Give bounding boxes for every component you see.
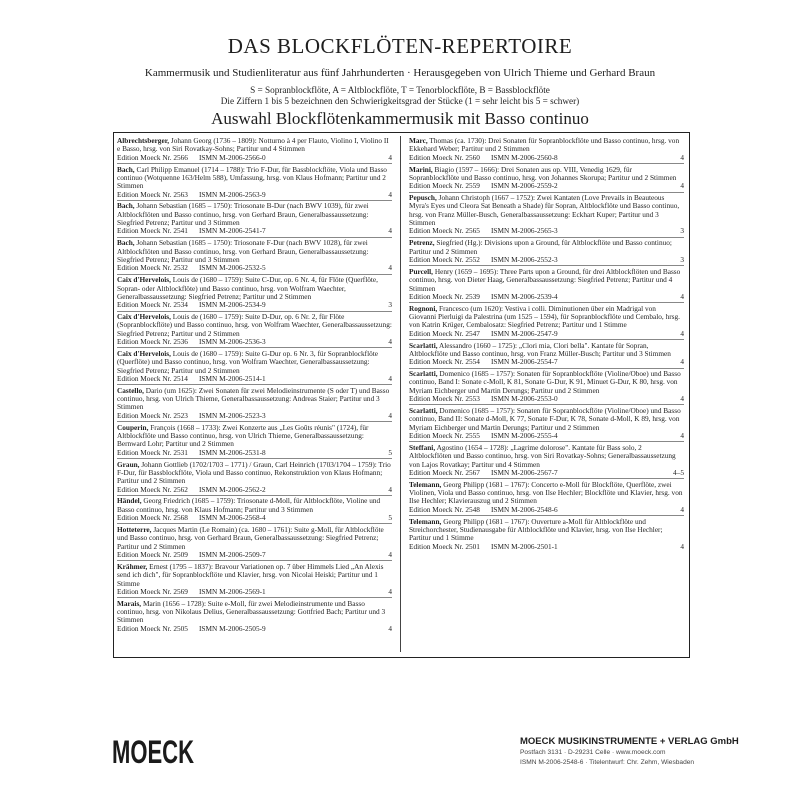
edition-number: Edition Moeck Nr. 2554 <box>409 357 480 367</box>
entry-description <box>409 481 684 506</box>
work-description: Siegfried (Hg.): Divisions upon a Ground, für Altblockflöte und Basso continuo; Partitur und 2 Stimmen <box>409 238 672 256</box>
work-description: Johann Sebastian (1685 – 1750): Triosonate F-Dur (nach BWV 1028), für zwei Altblockflöten und Basso continuo, hrsg. von Gerhard Braun, Generalbassaussetzung: Siegfried Petrenz; Partitur und 3 Stimmen <box>117 238 369 264</box>
publisher-address: Postfach 3131 · D-29231 Celle · www.moeck.com <box>520 749 666 756</box>
composer-name: Scarlatti, <box>409 405 438 415</box>
work-description: Ernest (1795 – 1837): Bravour Variationen op. 7 über Himmels Lied „An Alexis send ich dich", für Sopranblockflöte und Klavier, hrsg. von Nicolai Heiski; Partitur und 1 Stimme <box>117 561 384 588</box>
ismn-number: ISMN M-2006-2566-0 <box>199 152 266 162</box>
entry-description <box>117 600 392 625</box>
difficulty-grade: 3 <box>680 226 684 236</box>
entry-description <box>409 407 684 432</box>
entry-meta <box>117 375 392 383</box>
entry-description <box>409 166 684 183</box>
publisher-imprint: ISMN M-2006-2548-6 · Titelentwurf: Chr. Zehm, Wiesbaden <box>520 759 695 766</box>
work-description: Domenico (1685 – 1757): Sonaten für Sopranblockflöte (Violine/Oboe) und Basso continuo, Band II: Sonate d-Moll, K 77, Sonate F-Dur, K 78, Sonate d-Moll, K 89, hrsg. von Myriam Eichberger und Martin Derungs; Partitur und 2 Stimmen <box>409 405 681 432</box>
edition-number: Edition Moeck Nr. 2565 <box>409 226 480 236</box>
entry-meta <box>117 338 392 346</box>
composer-name: Castello, <box>117 385 144 395</box>
catalog-entry <box>409 342 684 369</box>
difficulty-grade: 4 <box>388 410 392 420</box>
difficulty-grade: 4 <box>680 431 684 440</box>
entry-meta <box>409 330 684 338</box>
composer-name: Händel, <box>117 496 142 506</box>
composer-name: Bach, <box>117 164 135 174</box>
entry-meta <box>409 358 684 366</box>
difficulty-grade: 4 <box>388 484 392 494</box>
composer-name: Caix d'Hervelois, <box>117 312 171 322</box>
catalog-entry <box>117 166 392 201</box>
entry-description <box>409 137 684 154</box>
catalog-entry <box>409 481 684 516</box>
work-description: Georg Philipp (1681 – 1767): Ouverture a-Moll für Altblockflöte und Streichorchester, Studienausgabe für Altblockflöte und Klavier, hrsg. von Ilse Hechler; Partitur und 1 Stimme <box>409 516 663 543</box>
composer-name: Bach, <box>117 238 135 248</box>
entry-meta <box>409 506 684 514</box>
work-description: Johann Georg (1736 – 1809): Notturno à 4 per Flauto, Violino I, Violino II e Basso, hrsg. von Siri Rovatkay-Sohns; Partitur und 4 Stimmen <box>117 136 389 154</box>
edition-number: Edition Moeck Nr. 2566 <box>117 152 188 162</box>
ismn-number: ISMN M-2006-2534-9 <box>199 300 266 310</box>
ismn-number: ISMN M-2006-2514-1 <box>199 373 266 383</box>
ismn-number: ISMN M-2006-2536-3 <box>199 337 266 347</box>
work-description: Alessandro (1660 – 1725): „Clori mia, Clori bella". Kantate für Sopran, Altblockflöte und Basso continuo, hrsg. von Franz Müller-Busch; Partitur und 3 Stimmen <box>409 340 671 358</box>
work-description: Johann Christoph (1667 – 1752): Zwei Kantaten (Love Prevails in Beauteous Myra's Eyes und Cleora Sat Beneath a Shade) für Sopran, Altblockflöte und Basso continuo, hrsg. von Franz Müller-Busch, Generalbassaussetzung: Eckhart Kuper; Partitur und 3 Stimmen <box>409 193 680 228</box>
entry-meta <box>117 514 392 522</box>
entry-description <box>409 342 684 359</box>
work-description: Dario (um 1625): Zwei Sonaten für zwei Melodieinstrumente (S oder T) und Basso continuo, hrsg. von Ulrich Thieme, Generalbassaussetzung: Andreas Staier; Partitur und 3 Stimmen <box>117 385 390 412</box>
entry-meta <box>117 154 392 162</box>
composer-name: Steffani, <box>409 442 436 452</box>
entry-description <box>117 276 392 301</box>
difficulty-grade: 4 <box>680 541 684 551</box>
composer-name: Hotteterre, <box>117 524 152 534</box>
difficulty-grade: 3 <box>680 254 684 264</box>
work-description: Biagio (1597 – 1666): Drei Sonaten aus op. VIII, Venedig 1629, für Sopranblockflöte und Basso continuo, hrsg. von Johannes Skorupa; Partitur und 2 Stimmen <box>409 164 677 182</box>
edition-number: Edition Moeck Nr. 2541 <box>117 226 188 236</box>
composer-name: Graun, <box>117 459 140 469</box>
work-description: Johann Gottlieb (1702/1703 – 1771) / Graun, Carl Heinrich (1703/1704 – 1759): Trio F-Dur, für Bassblockflöte, Viola und Basso continuo, Rekonstruktion von Klaus Hofmann; Partitur und 2 Stimmen <box>117 459 391 486</box>
composer-name: Scarlatti, <box>409 340 438 350</box>
catalog-entry <box>117 497 392 524</box>
page-subtitle: Kammermusik und Studienliteratur aus fünf Jahrhunderten · Herausgegeben von Ulrich Thieme und Gerhard Braun <box>144 67 656 79</box>
edition-number: Edition Moeck Nr. 2514 <box>117 373 188 383</box>
entry-meta <box>409 293 684 301</box>
catalog-column-right <box>409 137 684 551</box>
composer-name: Telemann, <box>409 479 442 489</box>
difficulty-grade: 4 <box>388 226 392 236</box>
work-description: Marin (1656 – 1728): Suite e-Moll, für zwei Melodieinstrumente und Basso continuo, hrsg. von Nikolaus Delius, Generalbassaussetzung: Gottfried Bach; Partitur und 3 Stimmen <box>117 598 386 625</box>
entry-meta <box>409 227 684 235</box>
difficulty-grade: 4 <box>388 549 392 559</box>
entry-description <box>117 526 392 551</box>
difficulty-grade: 3 <box>388 300 392 310</box>
entry-description <box>117 461 392 486</box>
ismn-number: ISMN M-2006-2567-7 <box>491 467 558 477</box>
catalog-entry <box>409 239 684 266</box>
page-title: DAS BLOCKFLÖTEN-REPERTOIRE <box>227 34 573 58</box>
composer-name: Pepusch, <box>409 193 437 203</box>
edition-number: Edition Moeck Nr. 2567 <box>409 467 480 477</box>
difficulty-grade: 4 <box>680 357 684 367</box>
difficulty-grade: 4 <box>680 152 684 162</box>
composer-name: Caix d'Hervelois, <box>117 348 171 358</box>
ismn-number: ISMN M-2006-2562-2 <box>199 484 266 494</box>
edition-number: Edition Moeck Nr. 2509 <box>117 549 188 559</box>
work-description: Domenico (1685 – 1757): Sonaten für Sopranblockflöte (Violine/Oboe) und Basso continuo, Band I: Sonate c-Moll, K 81, Sonate G-Dur, K 91, Minuet G-Dur, K 80, hrsg. von Myriam Eichberger und Martin Derungs; Partitur und 2 Stimmen <box>409 369 681 395</box>
entry-meta <box>409 182 684 190</box>
entry-meta <box>117 301 392 309</box>
ismn-number: ISMN M-2006-2568-4 <box>199 513 266 523</box>
catalog-entry <box>117 563 392 598</box>
composer-name: Petrenz, <box>409 238 435 248</box>
ismn-number: ISMN M-2006-2539-4 <box>491 291 558 301</box>
entry-meta <box>117 449 392 457</box>
ismn-number: ISMN M-2006-2532-5 <box>199 263 266 273</box>
ismn-number: ISMN M-2006-2509-7 <box>199 549 266 559</box>
work-description: Louis de (1680 – 1759): Suite C-Dur, op. 6 Nr. 4, für Flöte (Querflöte, Sopran- oder Altblockflöte) und Basso continuo, hrsg. von Wolfram Waechter, Generalbassaussetzung: Siegfried Petrenz; Partitur und 2 Stimmen <box>117 275 378 301</box>
entry-meta <box>117 588 392 596</box>
difficulty-grade: 4 <box>388 623 392 633</box>
work-description: Georg Philipp (1681 – 1767): Concerto e-Moll für Blockflöte, Querflöte, zwei Violinen, Viola und Basso continuo, hrsg. von Ilse Hechler; Blockflöte und Klavier, hrsg. von Ilse Hechler; Klavierauszug und 2 Stimmen <box>409 479 683 506</box>
edition-number: Edition Moeck Nr. 2552 <box>409 254 480 264</box>
catalog-entry <box>409 166 684 193</box>
instrument-legend: S = Sopranblockflöte, A = Altblockflöte, T = Tenorblockflöte, B = Bassblockflöte <box>250 85 550 95</box>
difficulty-grade: 4 <box>680 504 684 514</box>
composer-name: Bach, <box>117 201 135 211</box>
composer-name: Albrechtsberger, <box>117 136 170 145</box>
work-description: Henry (1659 – 1695): Three Parts upon a Ground, für drei Altblockflöten und Basso continuo, hrsg. von Dieter Haag, Generalbassaussetzung: Siegfried Petrenz; Partitur und 4 Stimmen <box>409 266 681 293</box>
ismn-number: ISMN M-2006-2531-8 <box>199 447 266 457</box>
edition-number: Edition Moeck Nr. 2559 <box>409 181 480 191</box>
entry-meta <box>409 395 684 403</box>
composer-name: Caix d'Hervelois, <box>117 275 171 285</box>
catalog-entry <box>117 461 392 496</box>
entry-description <box>117 166 392 191</box>
catalog-entry <box>117 387 392 422</box>
composer-name: Marais, <box>117 598 142 608</box>
catalog-entry <box>117 526 392 561</box>
edition-number: Edition Moeck Nr. 2563 <box>117 189 188 199</box>
entry-meta <box>409 154 684 162</box>
entry-description <box>117 563 392 588</box>
catalog-column-left <box>117 137 392 634</box>
catalog-entry <box>117 350 392 385</box>
ismn-number: ISMN M-2006-2555-4 <box>491 431 558 440</box>
edition-number: Edition Moeck Nr. 2531 <box>117 447 188 457</box>
work-description: Jacques Martin (Le Romain) (ca. 1680 – 1761): Suite g-Moll, für Altblockflöte und Basso continuo, hrsg. von Gerhard Braun, Generalbassaussetzung: Siegfried Petrenz; Partitur und 2 Stimmen <box>117 524 384 551</box>
ismn-number: ISMN M-2006-2553-0 <box>491 394 558 404</box>
catalog-entry <box>117 313 392 348</box>
edition-number: Edition Moeck Nr. 2539 <box>409 291 480 301</box>
entry-description <box>117 497 392 514</box>
ismn-number: ISMN M-2006-2523-3 <box>199 410 266 420</box>
composer-name: Couperin, <box>117 422 149 432</box>
ismn-number: ISMN M-2006-2552-3 <box>491 254 558 264</box>
entry-description <box>409 518 684 543</box>
edition-number: Edition Moeck Nr. 2536 <box>117 337 188 347</box>
difficulty-legend: Die Ziffern 1 bis 5 bezeichnen den Schwierigkeitsgrad der Stücke (1 = sehr leicht bis 5 = schwer) <box>220 96 580 106</box>
ismn-number: ISMN M-2006-2554-7 <box>491 357 558 367</box>
catalog-entry <box>117 424 392 459</box>
entry-meta <box>409 469 684 477</box>
catalog-entry <box>409 268 684 303</box>
ismn-number: ISMN M-2006-2560-8 <box>491 152 558 162</box>
catalog-entry <box>409 407 684 442</box>
catalog-entry <box>117 202 392 237</box>
edition-number: Edition Moeck Nr. 2523 <box>117 410 188 420</box>
edition-number: Edition Moeck Nr. 2501 <box>409 541 480 551</box>
work-description: Francesco (um 1620): Vestiva i colli. Diminutionen über ein Madrigal von Giovanni Pierluigi da Palestrina (um 1525 – 1594), für Sopranblockflöte und Cembalo, hrsg. von Katrin Krüger, Cembalosatz: Siegfried Petrenz; Partitur und 1 Stimme <box>409 303 680 330</box>
edition-number: Edition Moeck Nr. 2534 <box>117 300 188 310</box>
entry-meta <box>117 227 392 235</box>
work-description: Louis de (1680 – 1759): Suite G-Dur op. 6 Nr. 3, für Sopranblockflöte (Querflöte) und Basso continuo, hrsg. von Wolfram Waechter, Generalbassaussetzung: Siegfried Petrenz; Partitur und 2 Stimmen <box>117 348 379 375</box>
edition-number: Edition Moeck Nr. 2548 <box>409 504 480 514</box>
entry-description <box>117 239 392 264</box>
ismn-number: ISMN M-2006-2505-9 <box>199 623 266 633</box>
entry-meta <box>409 543 684 551</box>
entry-meta <box>117 412 392 420</box>
edition-number: Edition Moeck Nr. 2562 <box>117 484 188 494</box>
entry-meta <box>117 264 392 272</box>
catalog-entry <box>117 137 392 164</box>
catalog-entry <box>409 194 684 238</box>
catalog-entry <box>409 444 684 479</box>
work-description: Thomas (ca. 1730): Drei Sonaten für Sopranblockflöte und Basso continuo, hrsg. von Ekkehard Weber; Partitur und 2 Stimmen <box>409 136 680 154</box>
difficulty-grade: 4 <box>388 263 392 273</box>
catalog-entry <box>409 370 684 405</box>
entry-description <box>117 387 392 412</box>
entry-description <box>117 424 392 449</box>
difficulty-grade: 4 <box>680 181 684 191</box>
entry-meta <box>409 256 684 264</box>
entry-description <box>117 202 392 227</box>
entry-meta <box>117 625 392 633</box>
entry-meta <box>117 551 392 559</box>
edition-number: Edition Moeck Nr. 2532 <box>117 263 188 273</box>
entry-description <box>117 350 392 375</box>
edition-number: Edition Moeck Nr. 2505 <box>117 623 188 633</box>
composer-name: Rognoni, <box>409 303 438 313</box>
entry-description <box>409 305 684 330</box>
ismn-number: ISMN M-2006-2569-1 <box>199 586 266 596</box>
section-title: Auswahl Blockflötenkammermusik mit Basso continuo <box>211 109 589 128</box>
work-description: Georg Friedrich (1685 – 1759): Triosonate d-Moll, für Altblockflöte, Violine und Basso continuo, hrsg. von Klaus Hofmann; Partitur und 3 Stimmen <box>117 496 381 514</box>
difficulty-grade: 4 <box>680 394 684 404</box>
catalog-entry <box>409 518 684 551</box>
entry-description <box>409 370 684 395</box>
ismn-number: ISMN M-2006-2501-1 <box>491 541 558 551</box>
ismn-number: ISMN M-2006-2559-2 <box>491 181 558 191</box>
entry-meta <box>117 191 392 199</box>
difficulty-grade: 5 <box>388 447 392 457</box>
difficulty-grade: 4 <box>388 152 392 162</box>
entry-meta <box>117 486 392 494</box>
column-divider <box>400 136 401 652</box>
catalog-entry <box>409 137 684 164</box>
composer-name: Marini, <box>409 164 433 174</box>
work-description: François (1668 – 1733): Zwei Konzerte aus „Les Goûts réunis" (1724), für Altblockflöte und Basso continuo, hrsg. von Ulrich Thieme, Generalbassaussetzung: Bernward Lohr; Partitur und 2 Stimmen <box>117 422 369 449</box>
edition-number: Edition Moeck Nr. 2569 <box>117 586 188 596</box>
difficulty-grade: 4 <box>388 373 392 383</box>
difficulty-grade: 4–5 <box>673 467 684 477</box>
edition-number: Edition Moeck Nr. 2553 <box>409 394 480 404</box>
publisher-name: MOECK MUSIKINSTRUMENTE + VERLAG GmbH <box>520 736 739 747</box>
composer-name: Krähmer, <box>117 561 148 571</box>
entry-description <box>117 137 392 154</box>
work-description: Johann Sebastian (1685 – 1750): Triosonate B-Dur (nach BWV 1039), für zwei Altblockflöten und Basso continuo, hrsg. von Gerhard Braun, Generalbassaussetzung: Siegfried Petrenz; Partitur und 3 Stimmen <box>117 201 369 228</box>
edition-number: Edition Moeck Nr. 2555 <box>409 431 480 440</box>
difficulty-grade: 4 <box>680 328 684 338</box>
composer-name: Scarlatti, <box>409 369 438 379</box>
difficulty-grade: 4 <box>680 291 684 301</box>
catalog-entry <box>117 239 392 274</box>
difficulty-grade: 4 <box>388 337 392 347</box>
composer-name: Telemann, <box>409 516 442 526</box>
work-description: Carl Philipp Emanuel (1714 – 1788): Trio F-Dur, für Bassblockflöte, Viola und Basso continuo (Wotquenne 163/Helm 588), Umfassung, hrsg. von Klaus Hofmann; Partitur und 2 Stimmen <box>117 164 387 191</box>
moeck-logo-text: MOECK <box>112 734 194 770</box>
entry-description <box>409 239 684 256</box>
edition-number: Edition Moeck Nr. 2547 <box>409 328 480 338</box>
ismn-number: ISMN M-2006-2565-3 <box>491 226 558 236</box>
difficulty-grade: 5 <box>388 513 392 523</box>
difficulty-grade: 4 <box>388 189 392 199</box>
catalog-entry <box>409 305 684 340</box>
edition-number: Edition Moeck Nr. 2568 <box>117 513 188 523</box>
entry-description <box>409 194 684 227</box>
catalog-entry <box>117 276 392 311</box>
difficulty-grade: 4 <box>388 586 392 596</box>
moeck-logo <box>110 734 196 768</box>
ismn-number: ISMN M-2006-2548-6 <box>491 504 558 514</box>
moeck-logo-graphic <box>110 734 196 768</box>
composer-name: Marc, <box>409 136 428 145</box>
entry-meta <box>409 432 684 440</box>
entry-description <box>409 268 684 293</box>
ismn-number: ISMN M-2006-2541-7 <box>199 226 266 236</box>
catalog-entry <box>117 600 392 633</box>
ismn-number: ISMN M-2006-2547-9 <box>491 328 558 338</box>
ismn-number: ISMN M-2006-2563-9 <box>199 189 266 199</box>
work-description: Louis de (1680 – 1759): Suite D-Dur, op. 6 Nr. 2, für Flöte (Sopranblockflöte) und Basso continuo, hrsg. von Wolfram Waechter, Generalbassaussetzung: Siegfried Petrenz; Partitur und 2 Stimmen <box>117 312 392 338</box>
composer-name: Purcell, <box>409 266 433 276</box>
entry-description <box>409 444 684 469</box>
work-description: Agostino (1654 – 1728): „Lagrime dolorose". Kantate für Bass solo, 2 Altblockflöten und Basso continuo, hrsg. von Siri Rovatkay-Sohns; Generalbassaussetzung von Lajos Rovatkay; Partitur und 4 Stimmen <box>409 442 676 469</box>
edition-number: Edition Moeck Nr. 2560 <box>409 152 480 162</box>
entry-description <box>117 313 392 338</box>
